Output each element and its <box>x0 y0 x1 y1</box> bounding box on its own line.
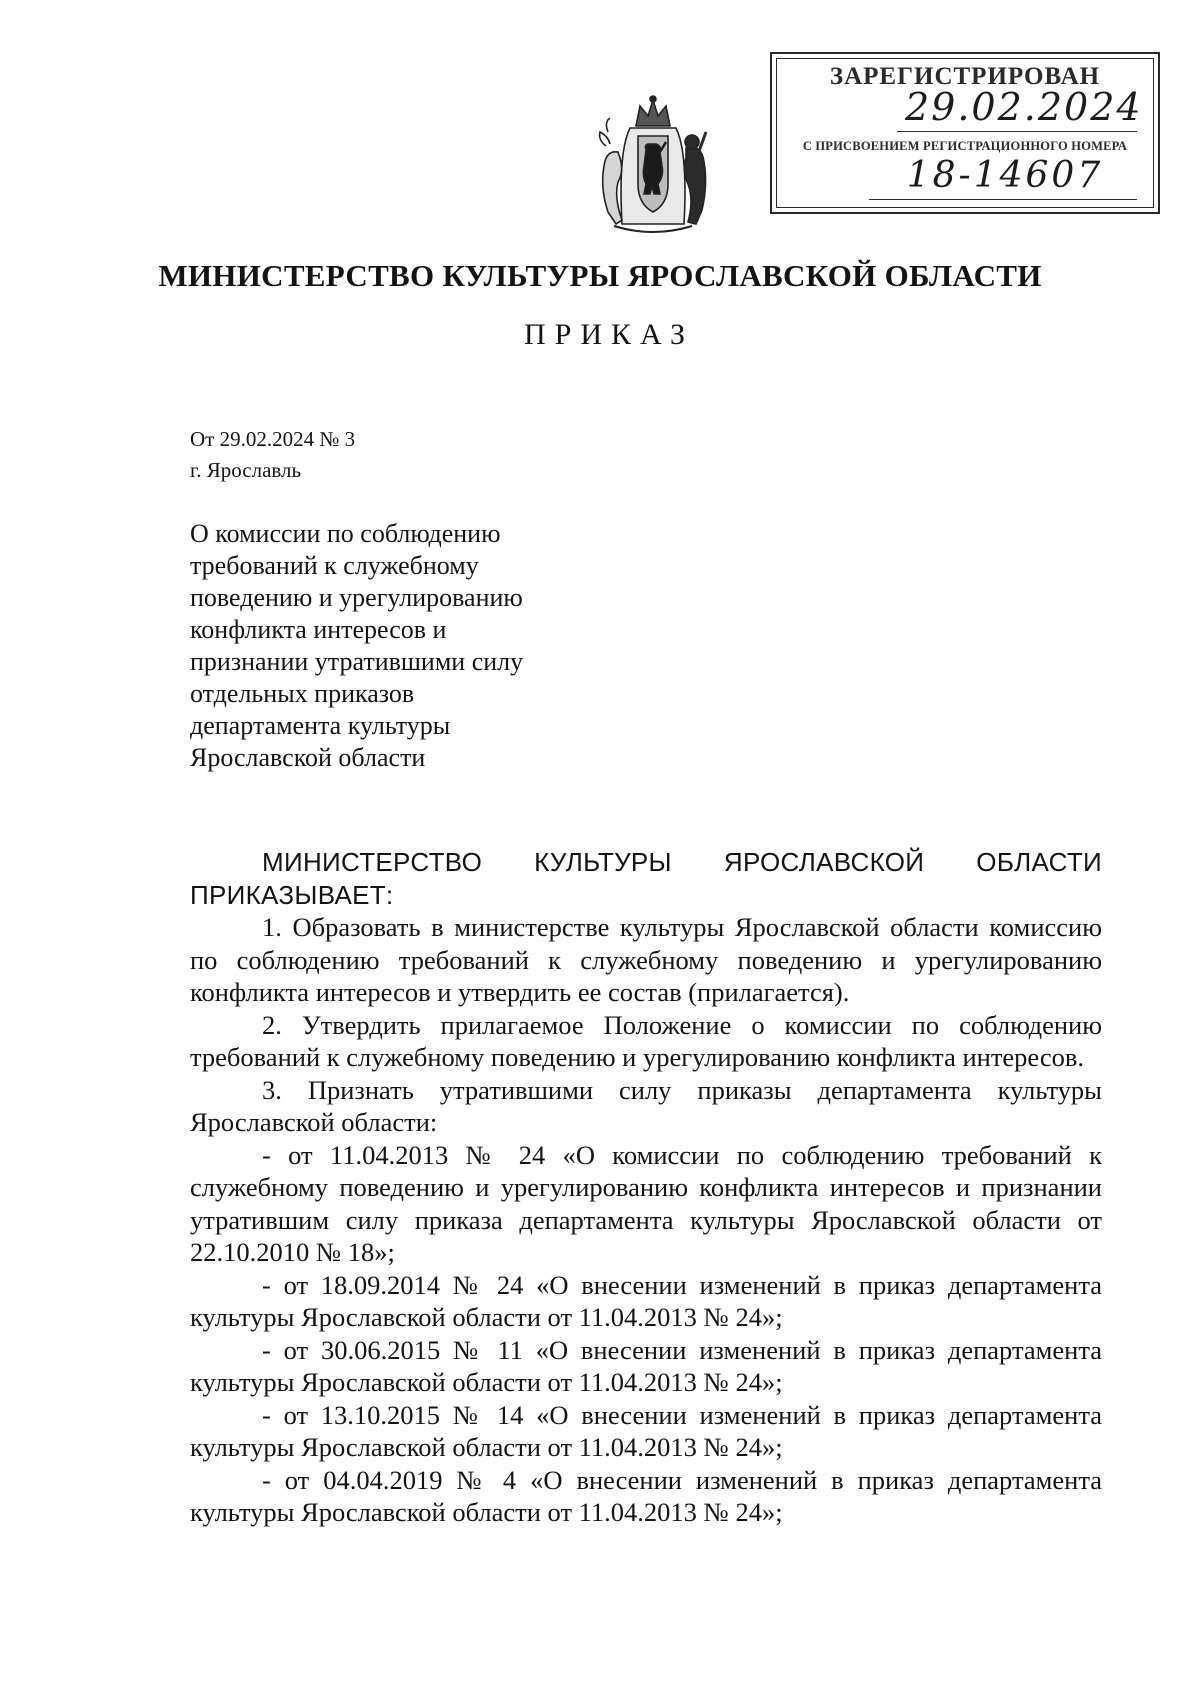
repealed-order-item: - от 11.04.2013 № 24 «О комиссии по соблюдению требований к служебному поведению и урегулированию конфликта интересов и признании утратившим силу приказа департамента культуры Ярославской области от 22.10.2010 № 18»; <box>190 1139 1102 1267</box>
subject-line: поведению и урегулированию <box>190 583 523 612</box>
document-city: г. Ярославль <box>190 458 302 482</box>
repealed-order-item: - от 04.04.2019 № 4 «О внесении изменений в приказ департамента культуры Ярославской области от 11.04.2013 № 24»; <box>190 1464 1102 1527</box>
preamble-command: ПРИКАЗЫВАЕТ: <box>190 879 394 910</box>
subject-line: требований к служебному <box>190 551 479 580</box>
subject-line: Ярославской области <box>190 743 426 772</box>
document-body <box>190 846 1102 1529</box>
subject-line: признании утратившими силу <box>190 647 524 676</box>
document-meta <box>190 424 355 486</box>
subject-line: конфликта интересов и <box>190 615 447 644</box>
subject-line: отдельных приказов <box>190 679 415 708</box>
stamp-date-underline <box>897 131 1137 132</box>
order-item-1: 1. Образовать в министерстве культуры Ярославской области комиссию по соблюдению требований к служебному поведению и урегулированию конфликта интересов и утвердить ее состав (прилагается). <box>190 912 1102 1007</box>
preamble-line: МИНИСТЕРСТВО КУЛЬТУРЫ ЯРОСЛАВСКОЙ ОБЛАСТИ <box>262 847 1102 877</box>
coat-of-arms-icon <box>578 92 728 242</box>
registration-stamp-inner <box>776 58 1154 208</box>
stamp-registration-number: 18-14607 <box>906 155 1104 196</box>
document-date-number: От 29.02.2024 № 3 <box>190 427 356 451</box>
stamp-number-underline <box>869 199 1137 200</box>
document-type-title: ПРИКАЗ <box>524 318 694 351</box>
stamp-title: ЗАРЕГИСТРИРОВАН <box>829 63 1101 90</box>
document-subject <box>190 518 610 774</box>
repealed-order-item: - от 30.06.2015 № 11 «О внесении изменений в приказ департамента культуры Ярославской области от 11.04.2013 № 24»; <box>190 1334 1102 1397</box>
repealed-order-item: - от 18.09.2014 № 24 «О внесении изменений в приказ департамента культуры Ярославской области от 11.04.2013 № 24»; <box>190 1269 1102 1332</box>
stamp-subtitle: С ПРИСВОЕНИЕМ РЕГИСТРАЦИОННОГО НОМЕРА <box>802 139 1128 153</box>
registration-stamp <box>770 52 1160 214</box>
repealed-order-item: - от 13.10.2015 № 14 «О внесении изменений в приказ департамента культуры Ярославской области от 11.04.2013 № 24»; <box>190 1399 1102 1462</box>
subject-line: О комиссии по соблюдению <box>190 519 501 548</box>
ministry-title: МИНИСТЕРСТВО КУЛЬТУРЫ ЯРОСЛАВСКОЙ ОБЛАСТИ <box>158 258 1042 293</box>
stamp-date: 29.02.2024 <box>905 85 1143 129</box>
order-item-3: 3. Признать утратившими силу приказы департамента культуры Ярославской области: <box>190 1074 1102 1137</box>
subject-line: департамента культуры <box>190 711 451 740</box>
order-item-2: 2. Утвердить прилагаемое Положение о комиссии по соблюдению требований к служебному поведению и урегулированию конфликта интересов. <box>190 1009 1102 1072</box>
